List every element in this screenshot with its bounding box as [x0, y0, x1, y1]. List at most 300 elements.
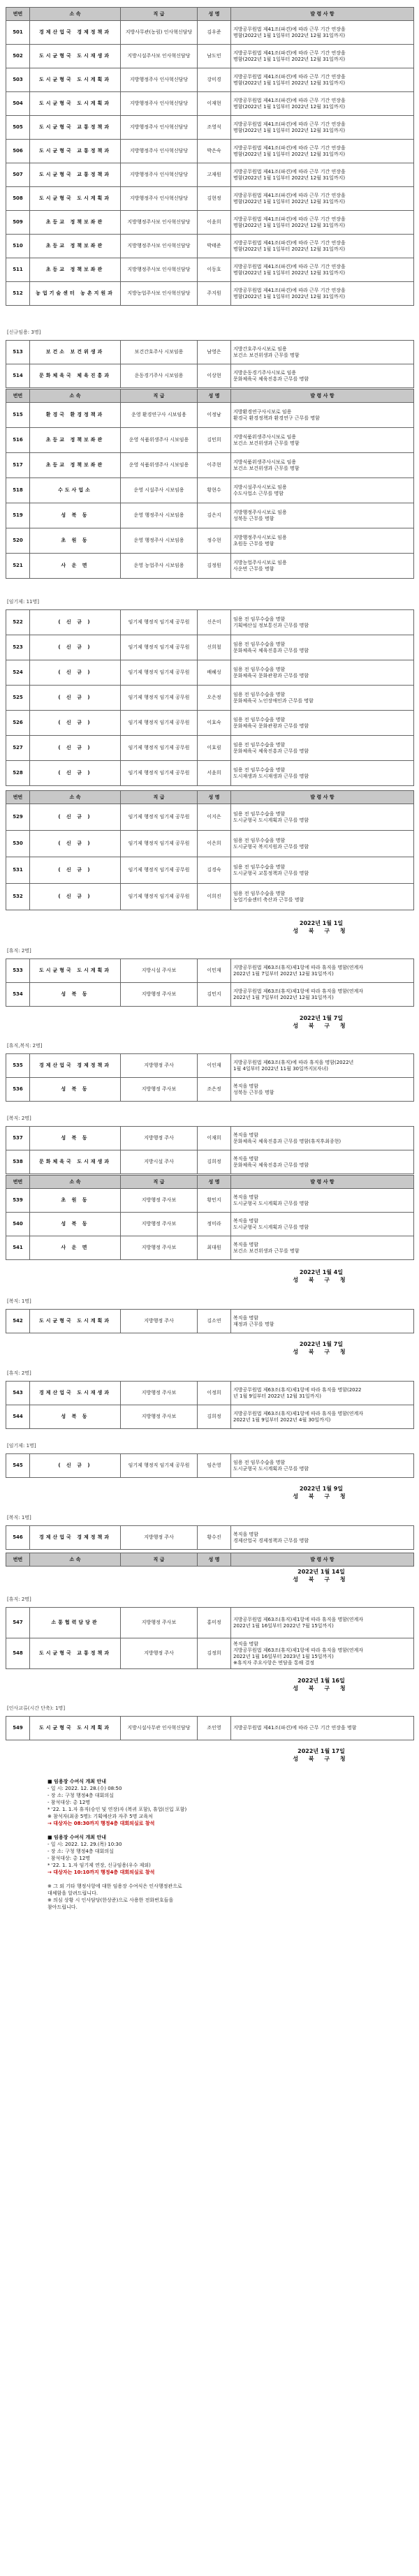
table-row — [6, 554, 414, 579]
order-line: 도시균형국 도시계획과 근무를 명함 — [233, 1200, 309, 1206]
row-order-content — [231, 235, 414, 258]
order-line: 1월 4일부터 2022년 11월 30일까지)(자녀) — [233, 1065, 329, 1072]
issuer: 성 북 구 청 — [293, 1576, 350, 1583]
row-grade: 임기제 행정직 임기제 공무원 — [121, 884, 198, 910]
order-line: 지방환경연구사시보로 임용 — [233, 408, 292, 415]
order-line: 복직을 명함 — [233, 1315, 259, 1321]
order-line: 지방공무원법 제41조(파견)에 따라 근무 기간 연장을 — [233, 97, 346, 103]
issuer: 성 북 구 청 — [293, 1349, 350, 1355]
row-person-name: 강미경 — [198, 68, 231, 92]
row-order-content — [231, 258, 414, 282]
row-order-content — [231, 503, 414, 528]
order-line: 지방농업주사시보로 임용 — [233, 559, 287, 565]
row-department: ( 신 규 ) — [30, 736, 121, 761]
table-row — [6, 711, 414, 736]
order-line: 지방공무원법 제41조(파견)에 따라 근무 기간 연장을 — [233, 192, 346, 198]
row-order-content — [231, 364, 414, 388]
header-name: 성 명 — [198, 1553, 231, 1567]
section-label: [인사교류(시간 단축): 1명] — [7, 1705, 66, 1711]
header-num: 번번 — [6, 1176, 30, 1189]
row-number: 506 — [6, 140, 30, 163]
row-department: 성 북 동 — [30, 1078, 121, 1102]
notice-line: - 장 소: 구청 행정4층 대회의실 — [47, 1849, 114, 1854]
row-department: 도시균형국 도시계획과 — [30, 68, 121, 92]
table-row — [6, 211, 414, 235]
row-number: 534 — [6, 983, 30, 1007]
header-grade: 직 급 — [121, 1553, 198, 1567]
order-line: 지방공무원법 제41조(파견)에 따라 근무 기간 연장을 — [233, 216, 346, 222]
row-person-name: 남도민 — [198, 45, 231, 68]
row-number: 515 — [6, 403, 30, 428]
table-header-row — [6, 8, 414, 21]
order-line: 문화체육국 체육진흥과 근무를 명함 — [233, 1162, 309, 1168]
row-order-content — [231, 857, 414, 884]
notice-line: ※ 참석자(최종 5명): 기획예산과 자주 5명 교육처 — [47, 1814, 153, 1819]
row-person-name: 김희정 — [198, 1405, 231, 1429]
row-department: 성 북 동 — [30, 983, 121, 1007]
row-grade: 지방행정 주사 — [121, 1638, 198, 1669]
order-line: 지방운동경기주사시보로 임용 — [233, 369, 297, 376]
row-order-content — [231, 282, 414, 306]
row-person-name: 이인재 — [198, 1054, 231, 1078]
section-label: [휴직: 2명] — [7, 1597, 31, 1602]
row-person-name: 배혜성 — [198, 660, 231, 686]
order-line: 환경국 환경정책과 환경연구 근무를 명함 — [233, 415, 320, 421]
order-line: 보건소 보건위생과 근무를 명함 — [233, 440, 300, 446]
ceremony-notice — [47, 1778, 376, 1827]
row-person-name: 오은정 — [198, 686, 231, 711]
row-grade: 지방농업주사보 인사혁신담당 — [121, 282, 198, 306]
table-row — [6, 1150, 414, 1174]
personnel-table — [6, 1309, 414, 1333]
order-line: 명함(2022년 1월 1일부터 2022년 12월 31일까지) — [233, 32, 346, 38]
table-row — [6, 610, 414, 635]
table-row — [6, 736, 414, 761]
table-row — [6, 857, 414, 884]
row-number: 547 — [6, 1608, 30, 1638]
personnel-table — [6, 1126, 414, 1174]
issue-date: 2022년 1월 9일 — [299, 1486, 344, 1492]
row-grade: 지방행정주사보 인사혁신담당 — [121, 258, 198, 282]
header-content: 발 령 사 항 — [231, 791, 414, 804]
row-number: 549 — [6, 1717, 30, 1740]
row-order-content — [231, 1608, 414, 1638]
row-person-name: 김소연 — [198, 1310, 231, 1333]
row-number: 513 — [6, 341, 30, 364]
row-grade: 지방행정 주사 — [121, 1526, 198, 1550]
header-content: 발 령 사 항 — [231, 8, 414, 21]
row-order-content — [231, 1054, 414, 1078]
row-grade: 임기제 행정직 임기제 공무원 — [121, 831, 198, 857]
row-department: 수도사업소 — [30, 478, 121, 503]
row-person-name: 황민지 — [198, 1189, 231, 1213]
row-order-content — [231, 92, 414, 116]
row-order-content — [231, 554, 414, 579]
order-line: 임용 전 임무수습을 명함 — [233, 666, 286, 672]
issue-date: 2022년 1월 17일 — [297, 1748, 345, 1754]
order-line: 복직을 명함 — [233, 1241, 259, 1248]
order-line: 지방공무원법 제41조(파견)에 따라 근무 기간 연장을 — [233, 145, 346, 151]
row-number: 502 — [6, 45, 30, 68]
row-person-name: 이주현 — [198, 453, 231, 478]
row-person-name: 이은희 — [198, 831, 231, 857]
row-grade: 지방행정 주사보 — [121, 1608, 198, 1638]
table-row — [6, 1638, 414, 1669]
order-line: 문화체육국 문화관광과 근무를 명함 — [233, 723, 309, 729]
row-department: ( 신 규 ) — [30, 804, 121, 831]
row-department: ( 신 규 ) — [30, 761, 121, 786]
order-line: 임용 전 임무수습을 명함 — [233, 864, 286, 870]
table-header-row — [6, 791, 414, 804]
row-person-name: 이정희 — [198, 1382, 231, 1405]
table-row — [6, 1405, 414, 1429]
row-person-name: 황현수 — [198, 478, 231, 503]
order-line: 지방공무원법 제41조(파견)에 따라 근무 기간 연장을 — [233, 263, 346, 269]
table-row — [6, 528, 414, 554]
row-person-name: 고재원 — [198, 163, 231, 187]
row-grade: 지방행정 주사보 — [121, 983, 198, 1007]
section-label: [신규임용: 3명] — [7, 330, 41, 335]
row-number: 535 — [6, 1054, 30, 1078]
issuer: 성 북 구 청 — [293, 1277, 350, 1283]
order-line: 수도사업소 근무를 명함 — [233, 490, 284, 496]
row-department: 도시균형국 교통정책과 — [30, 116, 121, 140]
order-line: 복직을 명함 — [233, 1641, 259, 1647]
personnel-table — [6, 340, 414, 388]
table-row — [6, 1717, 414, 1740]
order-line: 도시균형국 도시계획과 근무를 명함 — [233, 817, 309, 823]
notice-line: - 장 소: 구청 행정4층 대회의실 — [47, 1793, 114, 1798]
notice-line: * '22. 1. 1.자 임기제 연장, 신규임용(우수 제외) — [47, 1863, 151, 1868]
row-order-content — [231, 660, 414, 686]
order-line: 임용 전 임무수습을 명함 — [233, 716, 286, 723]
row-number: 521 — [6, 554, 30, 579]
order-line: 지방공무원법 제41조(파견)에 따라 근무 기간 연장을 — [233, 50, 346, 56]
issue-date: 2022년 1월 14일 — [297, 1569, 345, 1575]
row-grade: 지방행정주사 인사혁신담당 — [121, 187, 198, 211]
row-grade: 지방행정주사보 인사혁신담당 — [121, 235, 198, 258]
personnel-table — [6, 1053, 414, 1102]
row-order-content — [231, 211, 414, 235]
row-grade: 임기제 행정직 임기제 공무원 — [121, 761, 198, 786]
table-row — [6, 959, 414, 983]
row-grade: 운영 행정주사 시보임용 — [121, 503, 198, 528]
row-order-content — [231, 140, 414, 163]
row-order-content — [231, 983, 414, 1007]
order-line: 복직을 명함 — [233, 1194, 259, 1200]
row-grade: 운영 행정주사 시보임용 — [121, 528, 198, 554]
row-person-name: 이윤희 — [198, 211, 231, 235]
row-person-name: 조은정 — [198, 1078, 231, 1102]
table-row — [6, 831, 414, 857]
personnel-table — [6, 1553, 414, 1567]
table-row — [6, 660, 414, 686]
order-line: 명함(2022년 1월 1일부터 2022년 12월 31일까지) — [233, 127, 346, 133]
notice-line: * '22. 1. 1.자 휴직(승인 및 연장)자 (복귀 포함), 휴업(신입 포함) — [47, 1807, 187, 1812]
row-number: 539 — [6, 1189, 30, 1213]
row-order-content — [231, 1127, 414, 1150]
table-row — [6, 21, 414, 45]
row-grade: 지방행정주사 인사혁신담당 — [121, 92, 198, 116]
row-order-content — [231, 1717, 414, 1740]
row-order-content — [231, 1310, 414, 1333]
issue-date-block — [251, 1268, 391, 1284]
row-person-name: 이희진 — [198, 884, 231, 910]
issue-date: 2022년 1월 16일 — [297, 1678, 345, 1684]
row-person-name: 김민지 — [198, 983, 231, 1007]
row-order-content — [231, 1078, 414, 1102]
order-line: ※휴직자 주요사항은 면담을 통해 결정 — [233, 1659, 315, 1666]
table-row — [6, 884, 414, 910]
row-grade: 임기제 행정직 임기제 공무원 — [121, 610, 198, 635]
row-department: ( 신 규 ) — [30, 660, 121, 686]
order-line: 임용 전 임무수습을 명함 — [233, 1459, 286, 1465]
row-number: 528 — [6, 761, 30, 786]
header-num: 번번 — [6, 791, 30, 804]
row-person-name: 정미라 — [198, 1213, 231, 1236]
row-department: 성 북 동 — [30, 1213, 121, 1236]
order-line: 지방공무원법 제63조(휴직)제1항에 따라 휴직을 명함(연계자 — [233, 988, 363, 994]
header-org: 소 속 — [30, 1176, 121, 1189]
table-row — [6, 428, 414, 453]
order-line: 임용 전 임무수습을 명함 — [233, 641, 286, 647]
row-order-content — [231, 1189, 414, 1213]
row-person-name: 김은지 — [198, 503, 231, 528]
order-line: 지방공무원법 제41조(파견)에 따라 근무 기간 연장을 — [233, 121, 346, 127]
row-department: 도시균형국 도시재생과 — [30, 45, 121, 68]
row-number: 524 — [6, 660, 30, 686]
row-number: 511 — [6, 258, 30, 282]
row-department: ( 신 규 ) — [30, 635, 121, 660]
row-department: 보건소 보건위생과 — [30, 341, 121, 364]
section-label: [휴직: 2명] — [7, 1370, 31, 1376]
row-number: 518 — [6, 478, 30, 503]
table-row — [6, 453, 414, 478]
table-row — [6, 1189, 414, 1213]
section-label: [휴직,복직: 2명] — [7, 1043, 43, 1049]
row-grade: 지방행정 주사보 — [121, 1189, 198, 1213]
order-line: 명함(2022년 1월 1일부터 2022년 12월 31일까지) — [233, 246, 346, 252]
table-row — [6, 1382, 414, 1405]
row-order-content — [231, 1526, 414, 1550]
table-row — [6, 187, 414, 211]
row-number: 525 — [6, 686, 30, 711]
row-department: ( 신 규 ) — [30, 711, 121, 736]
footnote-line: 참아드립니다. — [47, 1904, 78, 1910]
table-row — [6, 503, 414, 528]
row-order-content — [231, 1150, 414, 1174]
row-department: 농업기술센터 농촌지원과 — [30, 282, 121, 306]
header-num: 번번 — [6, 390, 30, 403]
row-order-content — [231, 959, 414, 983]
row-order-content — [231, 1638, 414, 1669]
issuer: 성 북 구 청 — [293, 1493, 350, 1500]
row-person-name: 임은영 — [198, 1454, 231, 1478]
table-row — [6, 140, 414, 163]
section-label: [임기제: 11명] — [7, 599, 40, 605]
table-row — [6, 478, 414, 503]
issue-date: 2022년 1월 1일 — [299, 920, 344, 926]
order-line: 명함(2022년 1월 1일부터 2022년 12월 31일까지) — [233, 198, 346, 205]
row-number: 510 — [6, 235, 30, 258]
table-row — [6, 163, 414, 187]
notice-line: - 참석대상: 총 12명 — [47, 1856, 91, 1861]
row-number: 548 — [6, 1638, 30, 1669]
personnel-table — [6, 1175, 414, 1260]
row-grade: 지방시설 주사 — [121, 1150, 198, 1174]
order-line: 도시균형국 교통정책과 근무를 명함 — [233, 870, 309, 876]
row-order-content — [231, 341, 414, 364]
table-row — [6, 1608, 414, 1638]
issue-date: 2022년 1월 7일 — [299, 1015, 344, 1021]
row-number: 529 — [6, 804, 30, 831]
row-department: 초등교 정책보좌관 — [30, 428, 121, 453]
row-department: ( 신 규 ) — [30, 686, 121, 711]
row-grade: 지방행정 주사 — [121, 1054, 198, 1078]
table-row — [6, 116, 414, 140]
row-person-name: 김민희 — [198, 428, 231, 453]
row-person-name: 이효림 — [198, 736, 231, 761]
table-row — [6, 1236, 414, 1260]
table-row — [6, 1310, 414, 1333]
order-line: 사운면 근무를 명함 — [233, 565, 274, 572]
table-row — [6, 1127, 414, 1150]
row-order-content — [231, 1454, 414, 1478]
order-line: 복직을 명함 — [233, 1083, 259, 1089]
row-department: 환경국 환경정책과 — [30, 403, 121, 428]
row-number: 527 — [6, 736, 30, 761]
order-line: 지방공무원법 제41조(파견)에 따라 근무 기간 연장을 — [233, 26, 346, 32]
order-line: 지방공무원법 제41조(파견)에 따라 근무 기간 연장을 — [233, 73, 346, 80]
header-name: 성 명 — [198, 1176, 231, 1189]
row-department: 경제산업국 경제정책과 — [30, 21, 121, 45]
order-line: 명함(2022년 1월 1일부터 2022년 12월 31일까지) — [233, 56, 346, 62]
order-line: 지방공무원법 제63조(휴직)제1항에 따라 휴직을 명함(연계자 — [233, 1410, 363, 1416]
issue-date-block — [251, 1568, 391, 1583]
row-number: 520 — [6, 528, 30, 554]
section-label: [복직: 2명] — [7, 1116, 31, 1121]
section-label: [복직: 1명] — [7, 1298, 31, 1304]
issue-date: 2022년 1월 4일 — [299, 1269, 344, 1275]
row-grade: 운영 환경연구사 시보임용 — [121, 403, 198, 428]
row-department: 사 운 면 — [30, 1236, 121, 1260]
row-number: 537 — [6, 1127, 30, 1150]
row-number: 508 — [6, 187, 30, 211]
footnote-line: ※ 의심 상황 시 인사담당(한상준)으로 사용한 전화번호들을 — [47, 1897, 174, 1903]
row-number: 517 — [6, 453, 30, 478]
table-row — [6, 983, 414, 1007]
order-line: 도시재생과 도시재생과 근무를 명함 — [233, 773, 309, 779]
order-line: 임용 전 임무수습을 명함 — [233, 616, 286, 622]
table-row — [6, 282, 414, 306]
row-person-name: 조영석 — [198, 116, 231, 140]
row-department: 초등교 정책보좌관 — [30, 235, 121, 258]
table-row — [6, 635, 414, 660]
order-line: 지방행정주사시보로 임용 — [233, 534, 287, 540]
row-order-content — [231, 686, 414, 711]
footnote-line: ※ 그 외 기타 행정사항에 대한 임용장 수여식은 인사행정관으로 — [47, 1883, 182, 1889]
header-grade: 직 급 — [121, 1176, 198, 1189]
row-number: 545 — [6, 1454, 30, 1478]
row-number: 530 — [6, 831, 30, 857]
header-name: 성 명 — [198, 8, 231, 21]
row-department: ( 신 규 ) — [30, 857, 121, 884]
row-order-content — [231, 736, 414, 761]
row-grade: 지방행정 주사 — [121, 1310, 198, 1333]
order-line: 복직을 명함 — [233, 1155, 259, 1162]
row-department: ( 신 규 ) — [30, 1454, 121, 1478]
row-number: 507 — [6, 163, 30, 187]
row-grade: 임기제 행정직 임기제 공무원 — [121, 635, 198, 660]
section-label: [휴직: 2명] — [7, 948, 31, 954]
table-row — [6, 804, 414, 831]
row-order-content — [231, 831, 414, 857]
order-line: 임용 전 임무수습을 명함 — [233, 810, 286, 817]
row-order-content — [231, 116, 414, 140]
row-grade: 지방행정주사보 인사혁신담당 — [121, 211, 198, 235]
row-department: 도시균형국 도시계획과 — [30, 959, 121, 983]
order-line: 농업기술센터 축산과 근무를 명함 — [233, 896, 304, 903]
row-person-name: 홍미정 — [198, 1608, 231, 1638]
personnel-table — [6, 389, 414, 579]
table-row — [6, 1078, 414, 1102]
notice-title: ■ 임용장 수여식 개최 안내 — [47, 1835, 106, 1840]
issue-date: 2022년 1월 7일 — [299, 1341, 344, 1347]
order-line: 지방공무원법 제63조(휴직)제1항에 따라 휴직을 명함(연계자 — [233, 1647, 363, 1653]
row-person-name: 이효숙 — [198, 711, 231, 736]
row-person-name: 이지은 — [198, 804, 231, 831]
row-person-name: 신은미 — [198, 610, 231, 635]
personnel-table — [6, 1381, 414, 1429]
row-person-name: 김희정 — [198, 1150, 231, 1174]
row-grade: 운영 시설주사 시보임용 — [121, 478, 198, 503]
row-grade: 운영 식품위생주사 시보임용 — [121, 453, 198, 478]
personnel-table — [6, 958, 414, 1007]
order-line: 문화체육국 체육진흥과 근무를 명함(휴직후최종현) — [233, 1138, 341, 1144]
row-order-content — [231, 711, 414, 736]
row-grade: 지방시설주사보 인사혁신담당 — [121, 45, 198, 68]
row-order-content — [231, 884, 414, 910]
order-line: 2022년 1월 16일부터 2023년 1월 15일까지) — [233, 1653, 334, 1659]
row-number: 531 — [6, 857, 30, 884]
row-order-content — [231, 528, 414, 554]
row-number: 512 — [6, 282, 30, 306]
row-department: 성 북 동 — [30, 1405, 121, 1429]
row-department: 초등교 정책보좌관 — [30, 453, 121, 478]
order-line: 명함(2022년 1월 1일부터 2022년 12월 31일까지) — [233, 269, 346, 276]
order-line: 도시균형국 도시계획과 근무를 명함 — [233, 1224, 309, 1230]
row-grade: 임기제 행정직 임기제 공무원 — [121, 711, 198, 736]
header-num: 번번 — [6, 8, 30, 21]
personnel-table — [6, 790, 414, 910]
row-number: 516 — [6, 428, 30, 453]
order-line: 지방식품위생주사시보로 임용 — [233, 459, 297, 465]
header-name: 성 명 — [198, 390, 231, 403]
row-number: 509 — [6, 211, 30, 235]
issuer: 성 북 구 청 — [293, 1023, 350, 1029]
row-department: 초등교 정책보좌관 — [30, 258, 121, 282]
order-line: 지방시설주사시보로 임용 — [233, 484, 287, 490]
table-row — [6, 1454, 414, 1478]
personnel-table — [6, 1607, 414, 1669]
row-order-content — [231, 1213, 414, 1236]
row-grade: 보건간호주사 시보임용 — [121, 341, 198, 364]
row-order-content — [231, 428, 414, 453]
order-line: 문화체육국 체육진흥과 근무를 명함 — [233, 748, 309, 754]
notice-line: - 일 시: 2022. 12. 28.(수) 08:50 — [47, 1786, 122, 1791]
order-line: 명함(2022년 1월 1일부터 2022년 12월 31일까지) — [233, 175, 346, 181]
personnel-table — [6, 1525, 414, 1550]
